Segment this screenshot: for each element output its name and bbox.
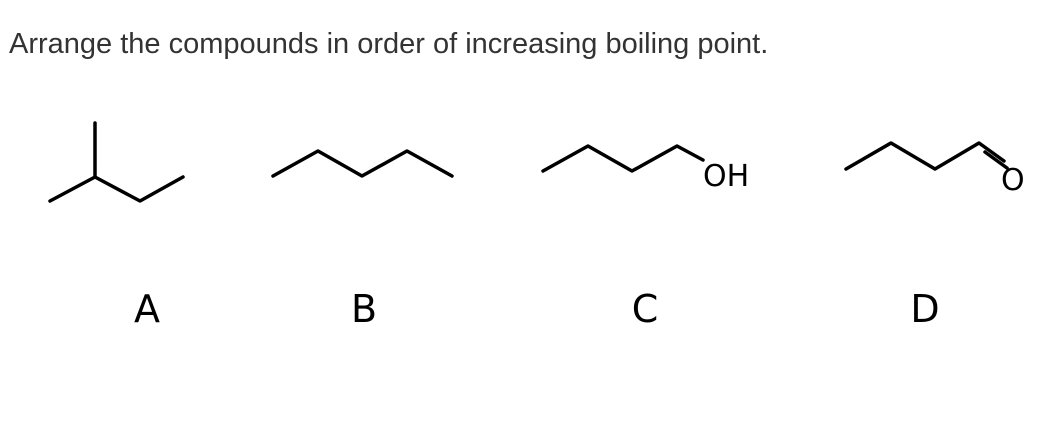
compound-label-a: A [134, 287, 160, 331]
structure-c [543, 146, 749, 194]
compound-label-b: B [350, 287, 378, 331]
question-text: Arrange the compounds in order of increasing boiling point. [9, 28, 769, 60]
hydroxyl-label: OH [703, 159, 750, 194]
carbonyl-oxygen-label: O [1001, 163, 1025, 198]
structure-d-bonds [846, 143, 1004, 169]
structure-b-bonds [273, 151, 452, 176]
structure-a-bonds [50, 177, 183, 201]
structure-b [273, 151, 452, 176]
structure-a [50, 123, 183, 201]
compound-label-c: C [631, 287, 659, 331]
compound-label-d: D [910, 287, 940, 331]
structure-c-bonds [543, 146, 703, 171]
structure-d [846, 143, 1025, 198]
